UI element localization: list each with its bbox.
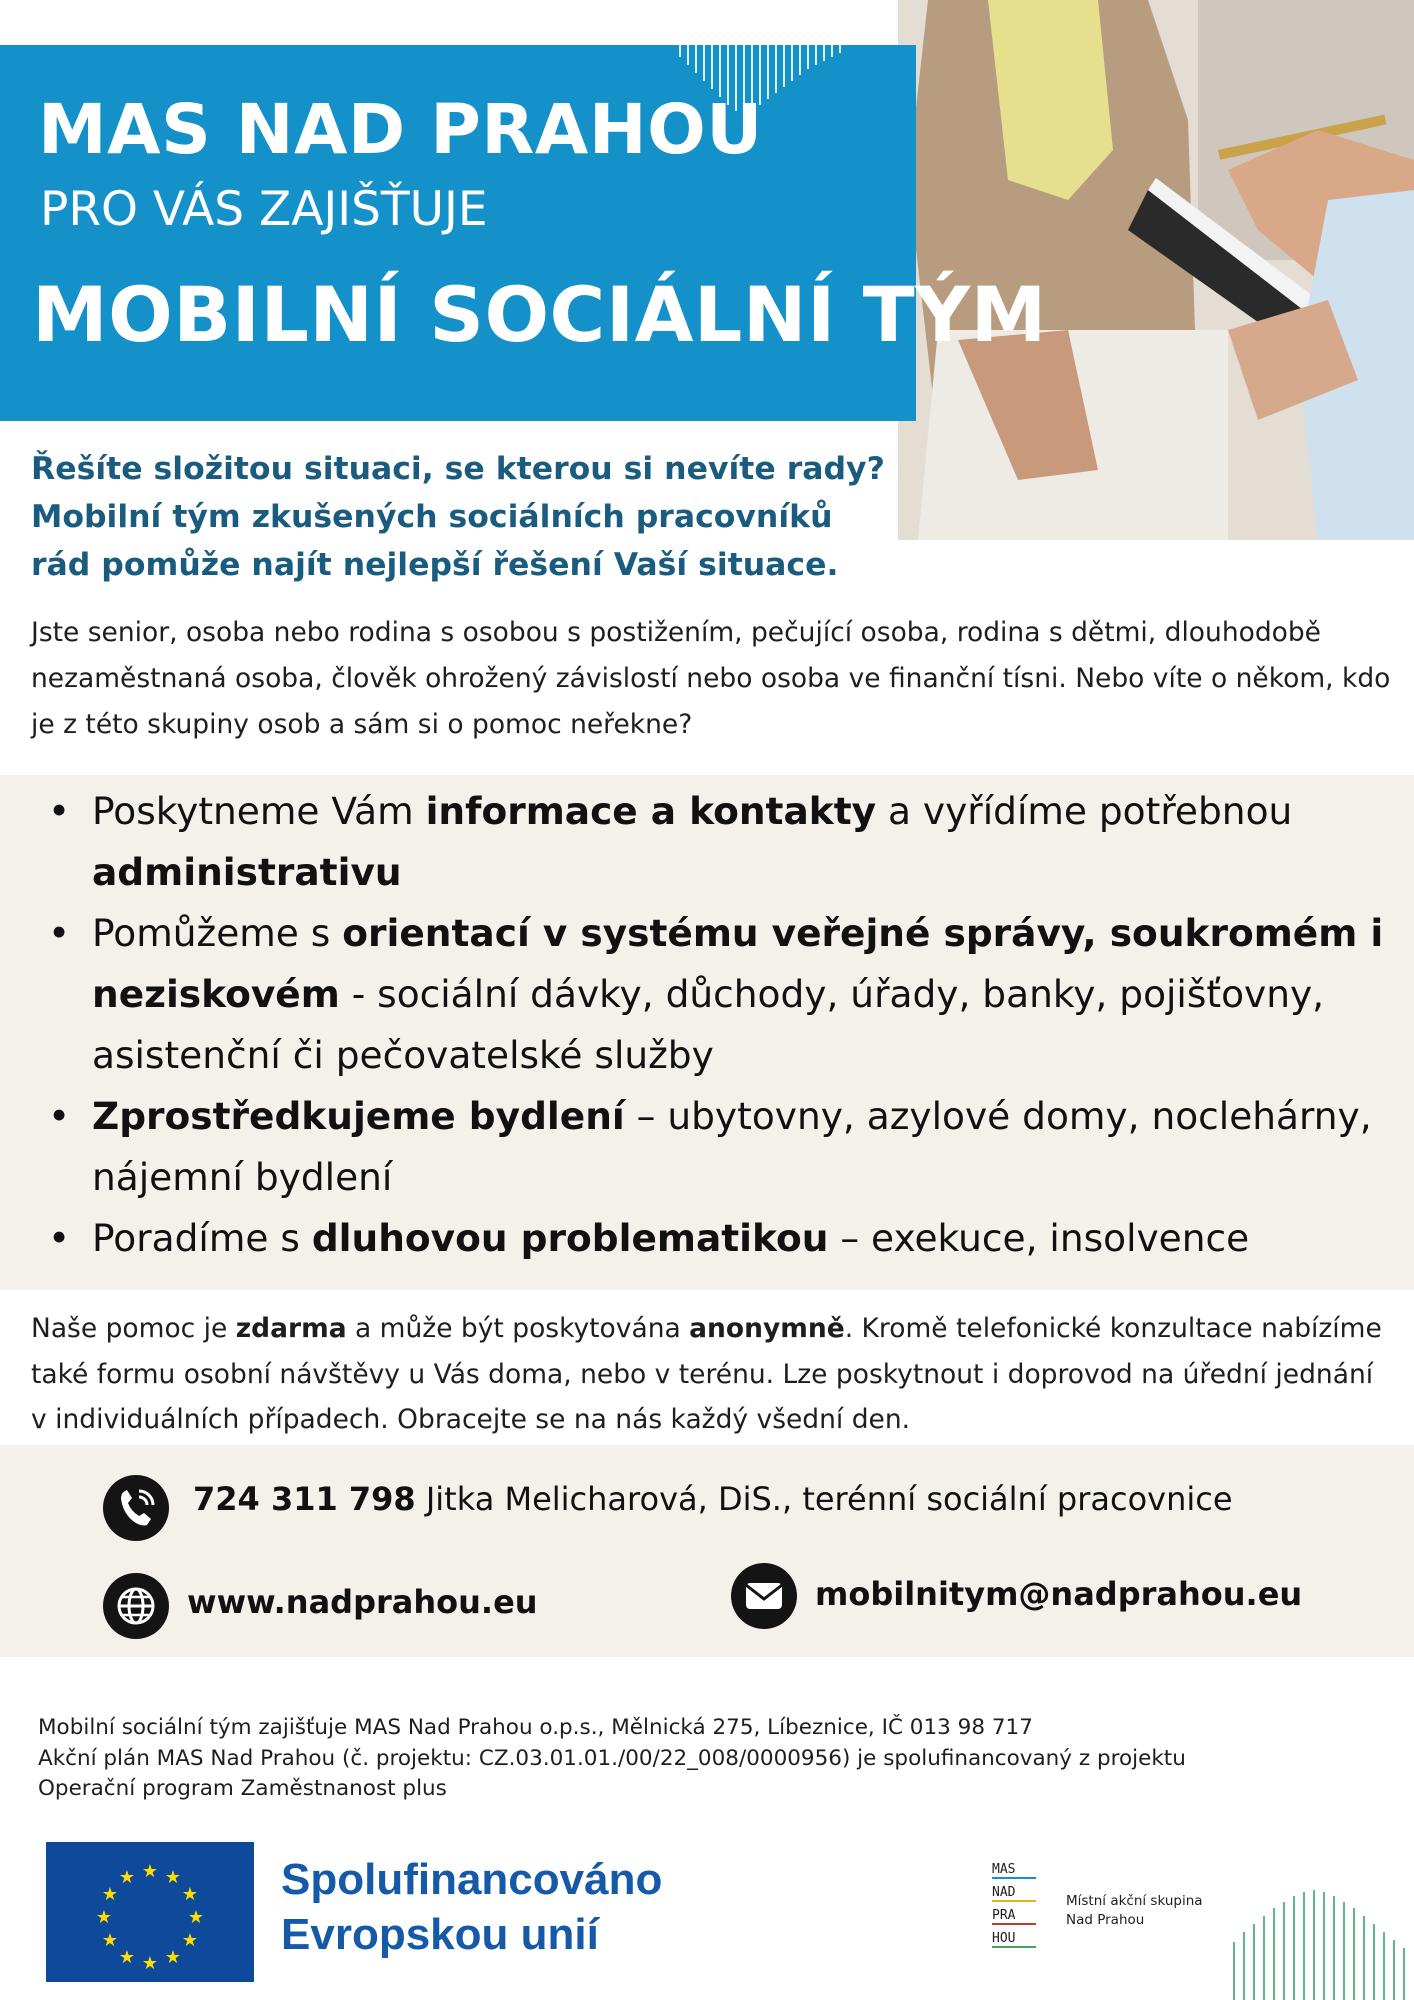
services-list — [40, 781, 1400, 1269]
mail-icon — [731, 1563, 797, 1629]
svg-text:★: ★ — [101, 1930, 119, 1951]
help-info-text: Naše pomoc je zdarma a může být poskytována anonymně. Kromě telefonické konzultace nabízíme také formu osobní návštěvy u Vás doma, nebo v terénu. Lze poskytnout i doprovod na úřední jednání v individuálních případech. Obracejte se na nás každý všední den. — [31, 1313, 1382, 1435]
list-item: • Zprostředkujeme bydlení – ubytovny, azylové domy, noclehárny, nájemní bydlení — [40, 1086, 1400, 1208]
lead-line: rád pomůže najít nejlepší řešení Vaší situace. — [31, 547, 839, 583]
mas-logo — [990, 1860, 1040, 1960]
bullet-icon: • — [48, 1094, 71, 1138]
svg-text:★: ★ — [164, 1947, 182, 1968]
svg-text:★: ★ — [141, 1953, 159, 1974]
svg-text:★: ★ — [187, 1907, 205, 1928]
bullet-icon: • — [48, 911, 71, 955]
svg-text:★: ★ — [181, 1930, 199, 1951]
globe-icon — [103, 1573, 169, 1639]
decorative-lines — [1230, 1880, 1414, 2000]
header-main-title: MOBILNÍ SOCIÁLNÍ TÝM — [32, 270, 1047, 359]
list-item: • Poradíme s dluhovou problematikou – exekuce, insolvence — [40, 1208, 1400, 1269]
bullet-icon: • — [48, 1216, 71, 1260]
header-title: MAS NAD PRAHOU — [38, 90, 763, 170]
eu-flag-icon — [46, 1842, 254, 1982]
email-link[interactable]: mobilnitym@nadprahou.eu — [815, 1575, 1303, 1613]
mas-logo-row: MAS — [992, 1862, 1016, 1877]
svg-text:★: ★ — [95, 1907, 113, 1928]
header-subtitle: PRO VÁS ZAJIŠŤUJE — [40, 182, 488, 237]
mas-caption: Místní akční skupina Nad Prahou — [1066, 1893, 1203, 1928]
lead-text — [31, 445, 891, 589]
contact-section — [0, 1445, 1414, 1657]
bullet-icon: • — [48, 789, 71, 833]
svg-text:★: ★ — [164, 1867, 182, 1888]
phone-contact — [193, 1479, 1233, 1519]
phone-icon — [103, 1475, 169, 1541]
mas-logo-row: HOU — [992, 1931, 1016, 1946]
svg-text:★: ★ — [181, 1884, 199, 1905]
svg-text:★: ★ — [118, 1947, 136, 1968]
list-item: • Pomůžeme s orientací v systému veřejné správy, soukromém i neziskovém - sociální dávky, důchody, úřady, banky, pojišťovny, asistenční či pečovatelské služby — [40, 903, 1400, 1086]
contact-person: Jitka Melicharová, DiS., terénní sociální pracovnice — [415, 1480, 1233, 1518]
lead-line: Mobilní tým zkušených sociálních pracovníků — [31, 499, 833, 535]
lead-line: Řešíte složitou situaci, se kterou si nevíte rady? — [31, 451, 885, 487]
eu-cofinancing-label: Spolufinancováno Evropskou unií — [281, 1855, 663, 1959]
website-link[interactable]: www.nadprahou.eu — [187, 1583, 538, 1621]
svg-text:★: ★ — [118, 1867, 136, 1888]
footer-legal-text: Mobilní sociální tým zajišťuje MAS Nad Prahou o.p.s., Mělnická 275, Líbeznice, IČ 013 98 717 Akční plán MAS Nad Prahou (č. projektu: CZ.03.01.01./00/22_008/0000956) je spolufinancovaný z projektu Operační program Zaměstnanost plus — [38, 1715, 1186, 1801]
mas-logo-row: PRA — [992, 1908, 1016, 1923]
mas-logo-row: NAD — [992, 1885, 1016, 1900]
svg-text:★: ★ — [141, 1861, 159, 1882]
list-item: • Poskytneme Vám informace a kontakty a vyřídíme potřebnou administrativu — [40, 781, 1400, 903]
target-groups-description: Jste senior, osoba nebo rodina s osobou s postižením, pečující osoba, rodina s dětmi, dlouhodobě nezaměstnaná osoba, člověk ohrožený závislostí nebo osoba ve finanční tísni. Nebo víte o někom, kdo je z této skupiny osob a sám si o pomoc neřekne? — [31, 617, 1391, 740]
svg-text:★: ★ — [101, 1884, 119, 1905]
phone-number[interactable]: 724 311 798 — [193, 1480, 416, 1518]
